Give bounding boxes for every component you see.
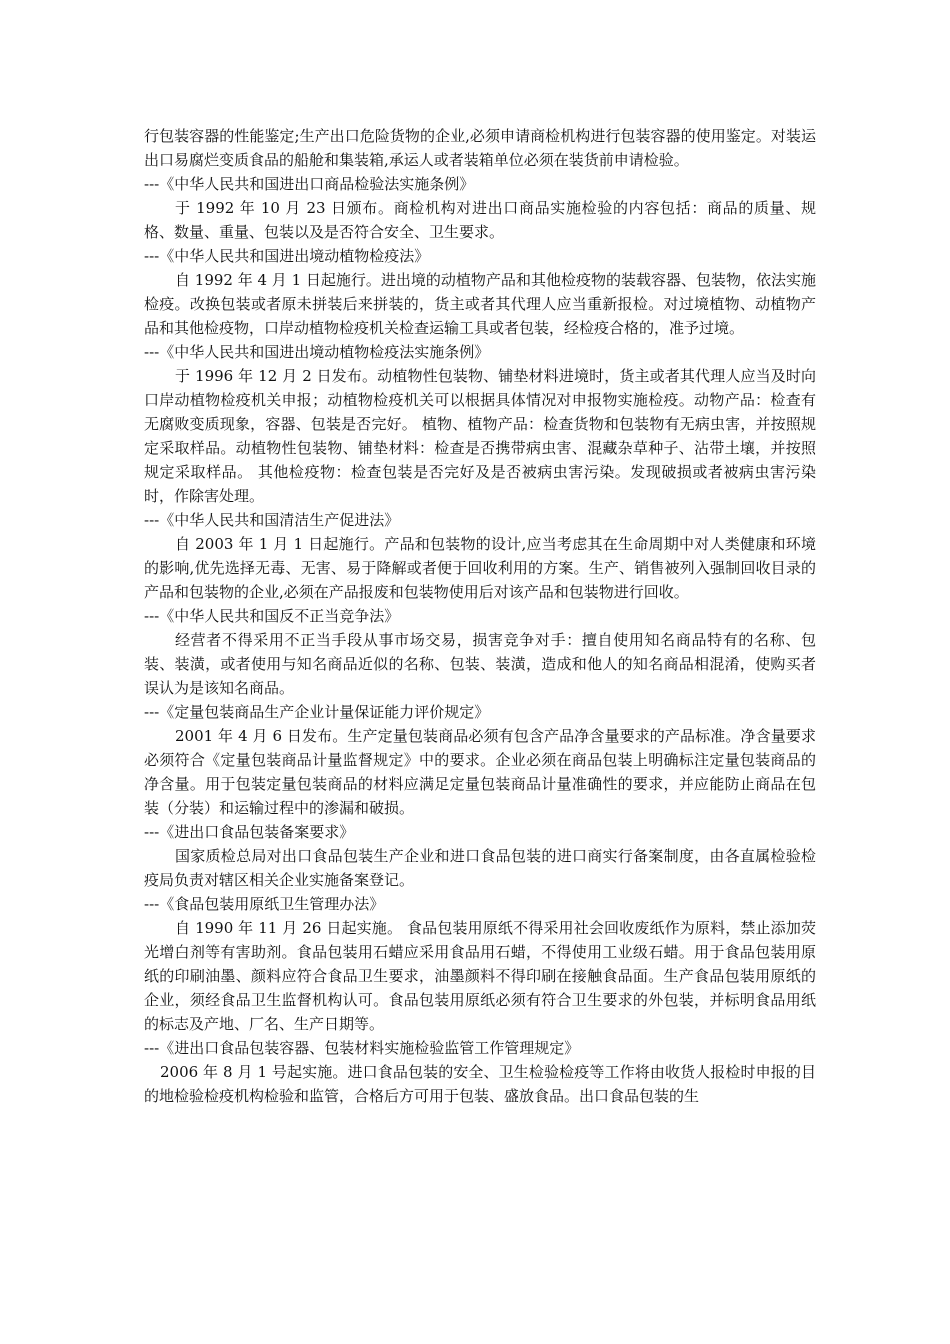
section-6 bbox=[144, 700, 816, 820]
section-body: 于 1992 年 10 月 23 日颁布。商检机构对进出口商品实施检验的内容包括：商品的质量、规格、数量、重量、包装以及是否符合安全、卫生要求。 bbox=[144, 199, 816, 241]
section-body: 2006 年 8 月 1 号起实施。进口食品包装的安全、卫生检验检疫等工作将由收货人报检时申报的目的地检验检疫机构检验和监管，合格后方可用于包装、盛放食品。出口食品包装的生 bbox=[144, 1063, 816, 1105]
section-heading: ---《食品包装用原纸卫生管理办法》 bbox=[144, 895, 385, 913]
section-body: 自 1992 年 4 月 1 日起施行。进出境的动植物产品和其他检疫物的装载容器、包装物，依法实施检疫。改换包装或者原未拼装后来拼装的，货主或者其代理人应当重新报检。对过境植物、动植物产品和其他检疫物，口岸动植物检疫机关检查运输工具或者包装，经检疫合格的，准予过境。 bbox=[144, 271, 816, 337]
section-body: 于 1996 年 12 月 2 日发布。动植物性包装物、铺垫材料进境时，货主或者其代理人应当及时向口岸动植物检疫机关申报；动植物检疫机关可以根据具体情况对申报物实施检疫。动物产品：检查有无腐败变质现象，容器、包装是否完好。 植物、植物产品：检查货物和包装物有无病虫害，并按照规定采取样品。动植物性包装物、铺垫材料：检查是否携带病虫害、混藏杂草种子、沾带土壤，并按照规定采取样品。 其他检疫物：检查包装是否完好及是否被病虫害污染。发现破损或者被病虫害污染时，作除害处理。 bbox=[144, 367, 816, 505]
section-body: 国家质检总局对出口食品包装生产企业和进口食品包装的进口商实行备案制度，由各直属检验检疫局负责对辖区相关企业实施备案登记。 bbox=[144, 847, 816, 889]
section-heading: ---《中华人民共和国反不正当竞争法》 bbox=[144, 607, 400, 625]
section-body: 2001 年 4 月 6 日发布。生产定量包装商品必须有包含产品净含量要求的产品标准。净含量要求必须符合《定量包装商品计量监督规定》中的要求。企业必须在商品包装上明确标注定量包装商品的净含量。用于包装定量包装商品的材料应满足定量包装商品计量准确性的要求，并应能防止商品在包装（分装）和运输过程中的渗漏和破损。 bbox=[144, 727, 816, 817]
section-heading: ---《中华人民共和国进出口商品检验法实施条例》 bbox=[144, 175, 475, 193]
section-heading: ---《中华人民共和国进出境动植物检疫法》 bbox=[144, 247, 430, 265]
section-body: 经营者不得采用不正当手段从事市场交易，损害竞争对手：擅自使用知名商品特有的名称、包装、装潢，或者使用与知名商品近似的名称、包装、装潢，造成和他人的知名商品相混淆，使购买者误认为是该知名商品。 bbox=[144, 631, 816, 697]
section-4 bbox=[144, 508, 816, 604]
section-9 bbox=[144, 1036, 816, 1108]
section-body: 自 1990 年 11 月 26 日起实施。 食品包装用原纸不得采用社会回收废纸作为原料，禁止添加荧光增白剂等有害助剂。食品包装用石蜡应采用食品用石蜡，不得使用工业级石蜡。用于食品包装用原纸的印刷油墨、颜料应符合食品卫生要求，油墨颜料不得印刷在接触食品面。生产食品包装用原纸的企业，须经食品卫生监督机构认可。食品包装用原纸必须有符合卫生要求的外包装，并标明食品用纸的标志及产地、厂名、生产日期等。 bbox=[144, 919, 816, 1033]
section-8 bbox=[144, 892, 816, 1036]
section-5 bbox=[144, 604, 816, 700]
section-heading: ---《进出口食品包装备案要求》 bbox=[144, 823, 355, 841]
section-2 bbox=[144, 244, 816, 340]
intro-paragraph: 行包装容器的性能鉴定;生产出口危险货物的企业,必须申请商检机构进行包装容器的使用鉴定。对装运出口易腐烂变质食品的船舱和集装箱,承运人或者装箱单位必须在装货前申请检验。 bbox=[144, 127, 816, 169]
section-heading: ---《中华人民共和国进出境动植物检疫法实施条例》 bbox=[144, 343, 490, 361]
section-body: 自 2003 年 1 月 1 日起施行。产品和包装物的设计,应当考虑其在生命周期中对人类健康和环境的影响,优先选择无毒、无害、易于降解或者便于回收利用的方案。生产、销售被列入强制回收目录的产品和包装物的企业,必须在产品报废和包装物使用后对该产品和包装物进行回收。 bbox=[144, 535, 816, 601]
section-heading: ---《定量包装商品生产企业计量保证能力评价规定》 bbox=[144, 703, 490, 721]
section-heading: ---《中华人民共和国清洁生产促进法》 bbox=[144, 511, 400, 529]
section-heading: ---《进出口食品包装容器、包装材料实施检验监管工作管理规定》 bbox=[144, 1039, 580, 1057]
section-1 bbox=[144, 172, 816, 244]
section-7 bbox=[144, 820, 816, 892]
section-3 bbox=[144, 340, 816, 508]
